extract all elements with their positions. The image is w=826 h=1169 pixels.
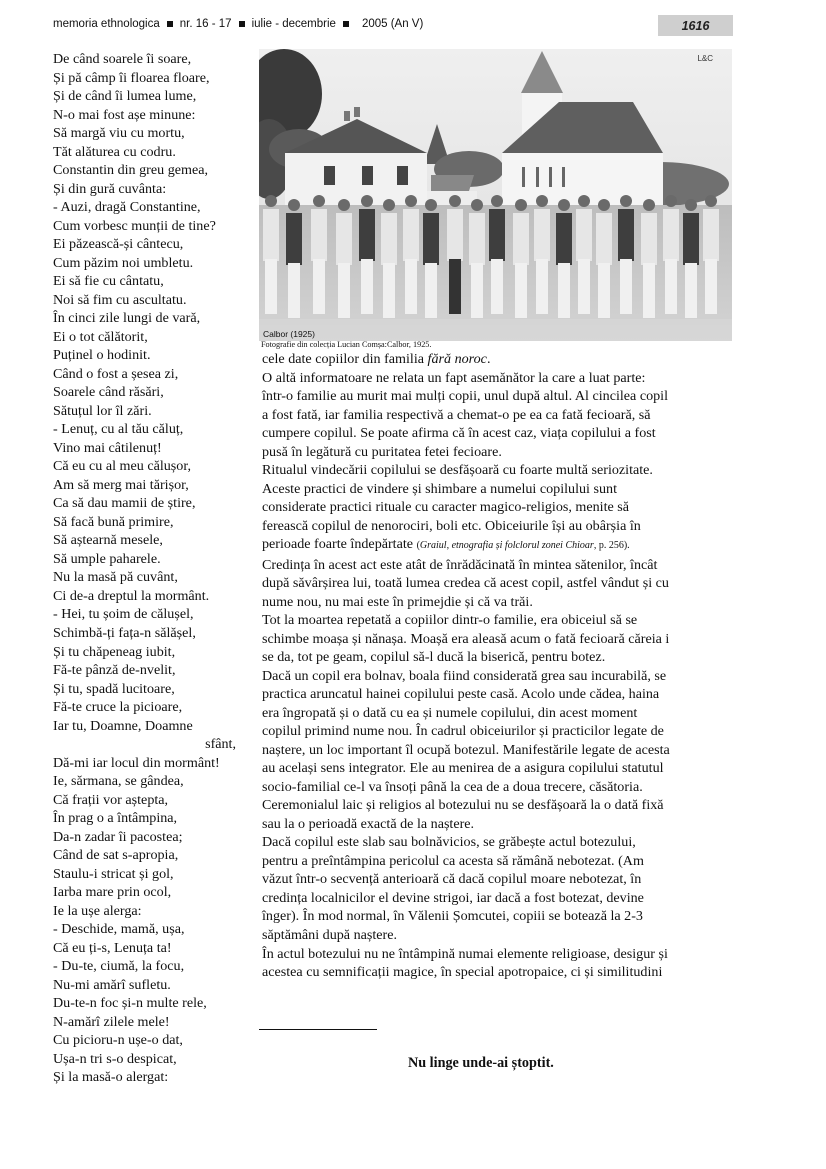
square-bullet-icon xyxy=(343,21,349,27)
poem-line: Și din gură cuvânta: xyxy=(53,180,167,197)
article-line: Credința în acest act este atât de înrădăcinată în mintea sătenilor, încât xyxy=(262,556,658,573)
villager-head xyxy=(491,195,503,207)
villager-figure xyxy=(489,209,505,261)
villager-figure xyxy=(423,213,439,265)
villager-legs xyxy=(515,263,527,318)
villager-head xyxy=(685,199,697,211)
poem-line: sfânt, xyxy=(205,736,236,753)
villager-head xyxy=(288,199,300,211)
poem-line: Și tu chăpeneag iubit, xyxy=(53,643,176,660)
poem-line: Cum păzim noi umbletu. xyxy=(53,254,194,271)
poem-line: Să umple paharele. xyxy=(53,550,161,567)
article-line: Dacă copilul este slab sau bolnăvicios, se grăbește actul botezului, xyxy=(262,834,636,851)
poem-line: Tăt alăturea cu codru. xyxy=(53,143,176,160)
villager-figure xyxy=(513,213,529,265)
poem-line: Iarba mare prin ocol, xyxy=(53,884,172,901)
villager-legs xyxy=(425,263,437,318)
poem-line: Că eu cu al meu călușor, xyxy=(53,458,191,475)
article-line: schimbe moașa și nănașa. Moașă era aleasă acum o fată fecioară căreia i xyxy=(262,630,670,647)
villager-figure xyxy=(618,209,634,261)
poem-line: De când soarele îi soare, xyxy=(53,51,192,67)
poem-line: Cu picioru-n ușe-o dat, xyxy=(53,1032,183,1049)
article-line: naștere, un loc important îl ocupă botezul. Manifestările legate de acesta xyxy=(262,741,670,758)
article-line: practica aruncatul hainei copilului peste casă. Acolo unde cădea, haina xyxy=(262,686,660,703)
poem-line: Staulu-i stricat și gol, xyxy=(53,865,174,882)
villager-figure xyxy=(311,209,327,261)
villager-figure xyxy=(469,213,485,265)
poem-line: Să margă viu cu mortu, xyxy=(53,125,185,142)
poem-line: Fă-te pânză de-nvelit, xyxy=(53,662,176,679)
poem-line: Schimbă-ți fața-n sălășel, xyxy=(53,624,196,641)
poem-line: Noi să fim cu ascultatu. xyxy=(53,291,187,308)
running-header xyxy=(53,14,423,34)
villager-head xyxy=(665,195,677,207)
villager-head xyxy=(425,199,437,211)
villager-figure xyxy=(359,209,375,261)
photo-watermark: L&C xyxy=(697,54,713,63)
article-line: văzut într-o secvență anterioară că dacă copilul moare nebotezat, în xyxy=(262,871,642,888)
poem-line: Constantin din greu gemea, xyxy=(53,162,208,179)
villager-figure xyxy=(263,209,279,261)
article-line: sau la o perioadă exactă de la naștere. xyxy=(262,815,475,832)
article-line: pentru a preîntâmpina pericolul ca acesta să rămână nebotezat. (Am xyxy=(262,852,644,869)
photo-illustration xyxy=(259,49,732,341)
photo-inset-label: Calbor (1925) xyxy=(263,329,315,339)
article-line: într-o familie au murit mai mulți copii, unul după altul. Al cincilea copil xyxy=(262,388,668,405)
villager-figure xyxy=(641,213,657,265)
poem-line: Cum vorbesc munții de tine? xyxy=(53,217,216,234)
villager-figure xyxy=(447,209,463,261)
article-line: credința localnicilor el devine strigoi, iar dacă a fost botezat, devine xyxy=(262,889,644,906)
poem-line: Ie, sărmana, se gândea, xyxy=(53,773,184,790)
article-line: pusă în legătură cu puritatea fetei fecioare. xyxy=(262,443,502,460)
villager-figure xyxy=(703,209,719,261)
poem-line: Nu la masă pă cuvânt, xyxy=(53,569,178,586)
poem-line: Ei să fie cu cântatu, xyxy=(53,273,164,290)
article-line: au același sens integrator. Ele au menirea de a asigura copilului statutul xyxy=(262,760,664,777)
villager-figure xyxy=(403,209,419,261)
villager-figure xyxy=(663,209,679,261)
villager-legs xyxy=(313,259,325,314)
article-line: ferească copilul de nenorociri, boli etc. Obiceiurile își au obârșia în xyxy=(262,517,641,534)
villager-legs xyxy=(471,263,483,318)
text-run: perioade foarte îndepărtate xyxy=(262,536,417,553)
poem-line: Ca să dau mamii de știre, xyxy=(53,495,196,512)
article-line: În actul botezului nu ne întâmpină numai elemente religioase, desigur și xyxy=(262,945,668,962)
page-number: 1616 xyxy=(658,15,733,36)
villager-figure xyxy=(576,209,592,261)
article-line: săptămâni după naștere. xyxy=(262,926,398,943)
article-line: considerate practici rituale cu caracter magico-religios, menite să xyxy=(262,499,630,516)
villager-figure xyxy=(336,213,352,265)
villager-head xyxy=(383,199,395,211)
villager-legs xyxy=(338,263,350,318)
article-line: după săvârșirea lui, toată lumea credea că acest copil, astfel vândut și cu xyxy=(262,575,669,592)
article-line: înger). În mod normal, în Vălenii Șomcutei, copiii se botează la 2-3 xyxy=(262,908,643,925)
villager-legs xyxy=(265,259,277,314)
villager-legs xyxy=(405,259,417,314)
article-line xyxy=(262,350,737,369)
villager-legs xyxy=(449,259,461,314)
poem-line: Vino mai câtilenuț! xyxy=(53,439,162,456)
article-line: era îngropată și o dată cu ea și numele copilului, din acest moment xyxy=(262,704,638,721)
poem-line: - Auzi, dragă Constantine, xyxy=(53,199,201,216)
footer-proverb: Nu linge unde-ai ștoptit. xyxy=(408,1055,554,1071)
poem-line: Că frații vor aștepta, xyxy=(53,791,169,808)
poem-line: Da-n zadar îi pacostea; xyxy=(53,828,183,845)
citation-paren: ( xyxy=(416,540,420,552)
villager-legs xyxy=(288,263,300,318)
poem-line: Și la masă-o alergat: xyxy=(53,1069,169,1086)
issue-number: nr. 16 - 17 xyxy=(179,18,232,30)
villager-legs xyxy=(558,263,570,318)
poem-line: - Deschide, mamă, ușa, xyxy=(53,921,185,938)
villager-legs xyxy=(383,263,395,318)
villager-legs xyxy=(536,259,548,314)
poem-line: - Lenuț, cu al tău căluț, xyxy=(53,421,184,438)
villager-head xyxy=(536,195,548,207)
square-bullet-icon xyxy=(239,21,245,27)
poem-line: Puținel o hodinit. xyxy=(53,347,151,364)
villager-legs xyxy=(665,259,677,314)
villager-head xyxy=(449,195,461,207)
poem-line: Iar tu, Doamne, Doamne xyxy=(53,717,193,734)
poem-line: - Du-te, ciumă, la focu, xyxy=(53,958,185,975)
article-line: a fost fată, iar familia respectivă a chemat-o pe ea ca fată fecioară, să xyxy=(262,406,651,423)
article-line: Ceremonialul laic și religios al botezului nu se desfășoară la o dată fixă xyxy=(262,797,664,814)
poem-line: Dă-mi iar locul din mormânt! xyxy=(53,754,220,771)
citation-page: , p. 256). xyxy=(593,540,630,552)
villager-legs xyxy=(361,259,373,314)
article-line: socio-familial ce-l va însoți până la cea de a doua trecere, căsătoria. xyxy=(262,778,643,795)
villager-legs xyxy=(643,263,655,318)
poem-line: N-o mai fost așe minune: xyxy=(53,106,196,123)
poem-line: Sătuțul lor îl zări. xyxy=(53,402,152,419)
villager-legs xyxy=(578,259,590,314)
photo-caption: Fotografie din colecția Lucian Comșa:Calbor, 1925. xyxy=(261,340,432,349)
historical-photo xyxy=(259,49,732,341)
article-line: se da, tot pe geam, copilul să-l ducă la biserică, pentru botez. xyxy=(262,649,606,666)
poem-line: În prag o a întâmpina, xyxy=(53,810,178,827)
citation-title: Graiul, etnografia și folclorul zonei Chioar xyxy=(419,540,594,552)
citation xyxy=(417,540,630,551)
issue-period: iulie - decembrie xyxy=(251,18,336,30)
villager-head xyxy=(405,195,417,207)
poem-line: N-amărî zilele mele! xyxy=(53,1013,170,1030)
poem-line: Ei o tot călătorit, xyxy=(53,328,148,345)
article-line: O altă informatoare ne relata un fapt asemănător la care a luat parte: xyxy=(262,369,646,386)
article-body xyxy=(262,350,737,982)
poem-line: - Hei, tu șoim de călușel, xyxy=(53,606,194,623)
poem-column xyxy=(53,50,263,1087)
villager-head xyxy=(361,195,373,207)
article-line xyxy=(262,535,737,556)
poem-line: Și tu, spadă lucitoare, xyxy=(53,680,175,697)
poem-line: Și pă câmp îi floarea floare, xyxy=(53,69,210,86)
poem-line: În cinci zile lungi de vară, xyxy=(53,310,201,327)
emphasis: fără noroc xyxy=(427,351,487,367)
article-line: acestea cu semnificații magice, în special apotropaice, ci și similitudini xyxy=(262,964,663,981)
villager-legs xyxy=(598,263,610,318)
villager-figure xyxy=(381,213,397,265)
villager-head xyxy=(643,199,655,211)
poem-line: Că eu ți-s, Lenuța ta! xyxy=(53,939,172,956)
villager-head xyxy=(598,199,610,211)
poem-line: Să aștearnă mesele, xyxy=(53,532,163,549)
article-line: Tot la moartea repetată a copiilor dintr-o familie, era obiceiul să se xyxy=(262,612,638,629)
poem-line: Când de sat s-apropia, xyxy=(53,847,179,864)
villager-figure xyxy=(596,213,612,265)
villager-head xyxy=(705,195,717,207)
villager-head xyxy=(620,195,632,207)
poem-line: Ci de-a dreptul la mormânt. xyxy=(53,587,210,604)
poem-line: Ie la ușe alerga: xyxy=(53,902,142,919)
villager-legs xyxy=(685,263,697,318)
article-line: Ritualul vindecării copilului se desfășoară cu foarte multă seriozitate. xyxy=(262,462,653,479)
poem-line: Când o fost a șesea zi, xyxy=(53,365,179,382)
article-line: Aceste practici de vindere și shimbare a numelui copilului sunt xyxy=(262,480,617,497)
article-line: nume nou, nu mai este în primejdie și că va trăi. xyxy=(262,593,533,610)
villager-head xyxy=(471,199,483,211)
article-line: Dacă un copil era bolnav, boala fiind considerată grea sau incurabilă, se xyxy=(262,667,667,684)
poem-line: Ei păzească-și cântecu, xyxy=(53,236,184,253)
poem-line: Ușa-n tri s-o despicat, xyxy=(53,1050,177,1067)
poem-line: Să facă bună primire, xyxy=(53,513,174,530)
poem-line: Și de când îi lumea lume, xyxy=(53,88,197,105)
poem-line: Nu-mi amărî sufletu. xyxy=(53,976,171,993)
villager-legs xyxy=(705,259,717,314)
square-bullet-icon xyxy=(167,21,173,27)
villager-figure xyxy=(534,209,550,261)
text-run: . xyxy=(486,351,491,367)
article-line: copilul primind nume nou. În cadrul obiceiurilor și practicilor legate de xyxy=(262,723,664,740)
villager-legs xyxy=(491,259,503,314)
villager-figure xyxy=(286,213,302,265)
villager-head xyxy=(265,195,277,207)
poem-line: Soarele când răsări, xyxy=(53,384,164,401)
villager-head xyxy=(558,199,570,211)
villager-figure xyxy=(683,213,699,265)
poem-line: Fă-te cruce la picioare, xyxy=(53,699,183,716)
poem-line: Am să merg mai tărișor, xyxy=(53,476,189,493)
footnote-rule xyxy=(259,1029,377,1030)
issue-year: 2005 (An V) xyxy=(361,18,424,30)
villager-head xyxy=(313,195,325,207)
poem-line: Du-te-n foc și-n multe rele, xyxy=(53,995,207,1012)
text-run: cele date copiilor din familia xyxy=(262,351,428,367)
article-line: cumpere copilul. Se poate afirma că în acest caz, viața copilului a fost xyxy=(262,425,656,442)
journal-title: memoria ethnologica xyxy=(53,18,160,30)
villager-head xyxy=(338,199,350,211)
villager-head xyxy=(578,195,590,207)
villager-figure xyxy=(556,213,572,265)
villager-legs xyxy=(620,259,632,314)
villager-head xyxy=(515,199,527,211)
